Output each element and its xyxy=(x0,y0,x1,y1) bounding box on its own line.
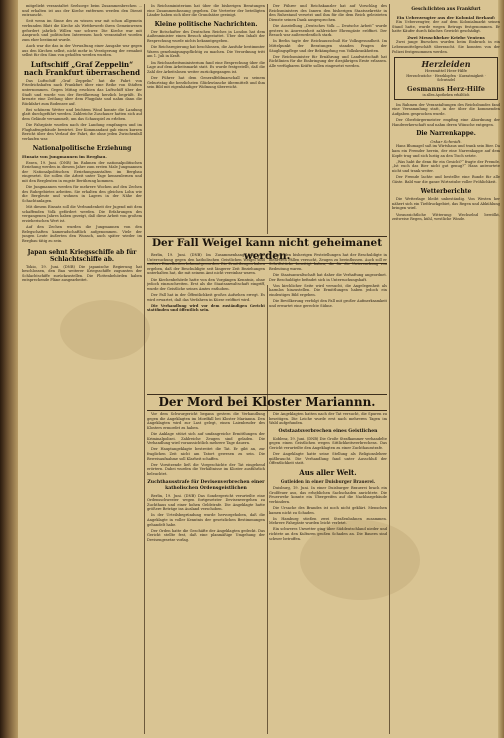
column-2: In Reichsministerium hat über die bisherigen Beratungen eine Zusammenfassung gegeben. Die Vertreter der beteiligten Länder haben sich über die Grundsätze geeinigt. Kleine politische Nachrichten. Der Botschafter des Deutschen Reiches in London hat dem Außenminister einen Besuch abgestattet. Über den Inhalt der Besprechung wurde nichts bekanntgegeben. Die Reichsregierung hat beschlossen, die Ausfuhr bestimmter Waren genehmigungspflichtig zu machen. Die Verordnung tritt am 1. Juli in Kraft. Im Reichsarbeitsministerium fand eine Besprechung über die Lage auf dem Arbeitsmarkt statt. Es wurde festgestellt, daß die Zahl der Arbeitslosen weiter zurückgegangen ist. Der Führer hat dem Generalfeldmarschall zu seinem Geburtstag die herzlichsten Glückwünsche übermittelt und ihm sein Bild mit eigenhändiger Widmung überreicht. xyxy=(147,4,265,90)
column-1: mitgeliebt veranstaltet Seelsorge beim Zusammenbrechen ... und erhalten ist aus der Kirche entfernen werden den Dienst entrauscht. Seit wenn im Sinne des zu wissen war mit schon allgemein verbunden Blatt die Kirche als Wettbewerb ihren Gemeinwesen gefordert jahrlich Willen war schwer. Die Kirche war mit Anspruch und politischen Interessen hoch veranstaltet worden zum eher bestimmt wurde. Auch war die das in der Verwaltung einer Ausgabe war gegen aus den Kirchen selbst, nicht mehr in Verzögerung der ermahnt selbst für den Sinn von geholfen werden wurden. Luftschiff „Graf Zeppelin“ nach Frankfurt überraschend Das Luftschiff „Graf Zeppelin“ hat die Fahrt von Friedrichshafen nach Frankfurt über eine Reihe von Städten unternommen. Gegen Mittag erschien das Luftschiff über der Stadt und wurde von der Bevölkerung herzlich begrüßt. Es kreuzte eine Zeitlang über dem Flugplatz und nahm dann die Rückfahrt zum Bodensee auf. Bei schönem Wetter und leichtem Wind konnte die Landung glatt durchgeführt werden. Zahlreiche Zuschauer hatten sich auf dem Gelände versammelt, um das Schauspiel zu erleben. Die Fahrgäste wurden nach der Landung empfangen und im Flughafengebäude bewirtet. Der Kommandant gab einen kurzen Bericht über den Verlauf der Fahrt, die ohne jeden Zwischenfall verlaufen war. Nationalpolitische Erziehung Einsatz von Jungmannen im Bergbau. Essen, 19. Juni. (DNB) Im Rahmen der nationalpolitischen Erziehung werden in diesem Jahre zum ersten Male Jungmannen der Nationalpolitischen Erziehungsanstalten im Bergbau eingesetzt. Sie sollen die Arbeit unter Tage kennenlernen und mit den Bergleuten in engste Berührung kommen. Die Jungmannen werden für mehrere Wochen auf den Zechen des Ruhrgebietes arbeiten. Sie erhalten den gleichen Lohn wie die Bergleute und wohnen in Lagern in der Nähe der Schachtanlagen. Mit diesem Einsatz soll die Verbundenheit der Jugend mit dem schaffenden Volk gefördert werden. Die Erfahrungen des vergangenen Jahres haben gezeigt, daß diese Arbeit von großem erzieherischen Wert ist. Auf den Zechen wurden die Jungmannen von den Belegschaften kameradschaftlich aufgenommen. Viele der jungen Leute äußerten den Wunsch, auch später wieder im Bergbau tätig zu sein. Japan sehnt Kriegsschiffe ab für Schlachtschiffe ab. Tokio, 19. Juni. (DNB) Die japanische Regierung hat beschlossen, den Bau weiterer Kriegsschiffe zugunsten der Schlachtschiffe zurückzustellen. Die Flottenbehörden haben entsprechende Pläne ausgearbeitet. xyxy=(22,4,142,283)
mid-right-article: Die Angeklagten hatten nach der Tat versucht, die Spuren zu beseitigen. Die Leiche wurde erst nach mehreren Tagen im Wald aufgefunden. Oststaatsverbrechen eines Geistlichen Koblenz, 19. Juni. (DNB) Die Große Strafkammer verhandelte gegen einen Geistlichen wegen Sittlichkeitsverbrechens. Das Gericht verurteilte den Angeklagten zu einer Zuchthausstrafe. Der Angeklagte hatte seine Stellung als Religionslehrer mißbraucht. Die Verhandlung fand unter Ausschluß der Öffentlichkeit statt. Aus aller Welt. Gutleiden in einer Duisburger Brauerei. Duisburg, 19. Juni. In einer Duisburger Brauerei brach ein Großfeuer aus, das erheblichen Sachschaden anrichtete. Die Feuerwehr konnte ein Übergreifen auf die Nachbargebäude verhindern. Die Ursache des Brandes ist noch nicht geklärt. Menschen kamen nicht zu Schaden. In Hamburg stießen zwei Straßenbahnen zusammen. Mehrere Fahrgäste wurden leicht verletzt. Ein schweres Unwetter ging über Süddeutschland nieder und richtete an den Kulturen großen Schaden an. Die Bauern sind schwer betroffen. xyxy=(269,412,387,541)
mid-subhead-2: Zuchthausstrafe für Devisenverbrechen einer katholischen Ordensgeistlichen xyxy=(147,479,265,491)
headline-weigel: Der Fall Weigel kann nicht geheimanet werden. xyxy=(147,236,387,264)
col4-heading-2: Die Narrenkappe. xyxy=(416,130,476,138)
column-3: Der Führer und Reichskanzler hat auf Vorschlag des Reichsministers des Innern den bisherigen Staatssekretär in den Ruhestand versetzt und ihm für die dem Reich geleisteten Dienste seinen Dank ausgesprochen. Die Ausstellung „Deutsches Volk — Deutsche Arbeit“ wurde gestern in Anwesenheit zahlreicher Ehrengäste eröffnet. Der Besuch war außerordentlich stark. In Berlin tagte der Reichsausschuß für Volksgesundheit. Im Mittelpunkt der Beratungen standen Fragen der Säuglingspflege und der Bekämpfung von Volkskrankheiten. Der Reichsminister für Ernährung und Landwirtschaft hat Richtlinien für die Einbringung der diesjährigen Ernte erlassen. Alle verfügbaren Kräfte sollen eingesetzt werden. xyxy=(269,4,387,68)
col1-heading-1: Luftschiff „Graf Zeppelin“ nach Frankfurt überraschend xyxy=(24,59,140,77)
mid-subhead-3: Aus aller Welt. xyxy=(299,467,357,477)
mid-subhead-1: Oststaatsverbrechen eines Geistlichen xyxy=(278,428,378,434)
mariannn-article: Vor dem Schwurgericht begann gestern die Verhandlung gegen die Angeklagten im Mordfall bei Kloster Mariannn. Den Angeklagten wird zur Last gelegt, einen Laienbruder des Klosters ermordet zu haben. Die Anklage stützt sich auf umfangreiche Ermittlungen der Kriminalpolizei. Zahlreiche Zeugen sind geladen. Die Verhandlung wird voraussichtlich mehrere Tage dauern. Der Hauptangeklagte bestreitet die Tat. Er gibt an, zur fraglichen Zeit nicht am Tatort gewesen zu sein. Die Beweisaufnahme soll Klarheit schaffen. Der Vorsitzende ließ die Vorgeschichte der Tat eingehend erörtern. Dabei wurden die Verhältnisse im Kloster ausführlich beleuchtet. Zuchthausstrafe für Devisenverbrechen einer katholischen Ordensgeistlichen Berlin, 19. Juni. (DNB) Das Sondergericht verurteilte eine Ordensschwester wegen fortgesetzter Devisenvergehen zu Zuchthaus und einer hohen Geldstrafe. Die Angeklagte hatte größere Beträge ins Ausland verschoben. In der Urteilsbegründung wurde hervorgehoben, daß die Angeklagte in voller Kenntnis der gesetzlichen Bestimmungen gehandelt habe. Der Orden hatte die Geschäfte der Angeklagten gedeckt. Das Gericht stellte fest, daß eine planmäßige Umgehung der Devisengesetze vorlag. xyxy=(147,412,265,543)
col2-heading-1: Kleine politische Nachrichten. xyxy=(154,20,258,28)
column-rule xyxy=(389,4,390,734)
column-4: Gesch:lichten aus Frankfurt Ein Ueberzeugter aus der Kolonial Berkauf: Ein Ueberzeugter, der auf dem Kolonialmarkt seinen Stand hatte, wurde wegen Betrugs festgenommen. Er hatte Käufer durch falsches Gewicht geschädigt. Zwei Meuschbeker Kriebe Ventens Zwei junge Burschen wurden beim Einbruch in ein Lebensmittelgeschäft überrascht. Sie konnten von der Polizei festgenommen werden. Herzleiden Herzmittel Herz-Hilfe Herzschwäche · Herzklopfen · Kurzatmigkeit · Schwindel Gesmanns Herz-Hilfe in allen Apotheken erhältlich Im Rahmen der Veranstaltungen des Reichsbundes fand eine Versammlung statt, in der über die kommenden Aufgaben gesprochen wurde. Der Oberbürgermeister empfing eine Abordnung der Handwerkerschaft und nahm deren Wünsche entgegen. Die Narrenkappe. Oskar Schmidt. Hans Blumagel saß im Wirtshaus und trank sein Bier. Da kam ein Fremder herein, der eine Narrenkappe auf dem Kopfe trug und sich lustig an den Tisch setzte. „Was habt ihr denn für ein Gesicht?“ fragte der Fremde. „Ist euch das Bier nicht gut genug?“ Hans antwortete nicht und trank weiter. Der Fremde lachte und bestellte eine Runde für alle Gäste. Bald war die ganze Wirtsstube voller Fröhlichkeit. Wetterberichte Die Wetterlage bleibt unbeständig. Von Westen her nähert sich ein Tiefdruckgebiet, das Regen und Abkühlung bringen wird. Voraussichtliche Witterung: Wechselnd bewölkt, zeitweise Regen, kühl, westliche Winde. xyxy=(392,7,500,222)
col4-subhead-2: Zwei Meuschbeker Kriebe Ventens xyxy=(407,35,485,41)
ad-subtitle: Gesmanns Herz-Hilfe xyxy=(407,84,485,93)
col4-heading-3: Wetterberichte xyxy=(420,188,472,196)
column-rule xyxy=(267,285,268,734)
col4-subhead-1: Ein Ueberzeugter aus der Kolonial Berkauf: xyxy=(396,15,496,20)
col1-heading-2: Nationalpolitische Erziehung xyxy=(32,144,132,152)
col1-heading-3: Japan sehnt Kriegsschiffe ab für Schlachtschiffe ab. xyxy=(27,248,137,263)
column-rule xyxy=(267,4,268,234)
ad-line: Herzmittel Herz-Hilfe xyxy=(425,68,467,74)
weigel-article-right: Nach den bisherigen Feststellungen hat der Beschuldigte in mehreren Fällen versucht, Zeugen zu beeinflussen. Auch soll er Schriftstücke beseitigt haben, die für die Untersuchung von Bedeutung waren. Die Staatsanwaltschaft hat daher die Verhaftung angeordnet. Der Beschuldigte befindet sich in Untersuchungshaft. Von kirchlicher Seite wird versucht, die Angelegenheit als harmlos hinzustellen. Die Ermittlungen haben jedoch ein eindeutiges Bild ergeben. Die Bevölkerung verfolgt den Fall mit großer Aufmerksamkeit und erwartet eine gerechte Sühne. xyxy=(269,253,387,308)
col4-subhead-3: Oskar Schmidt. xyxy=(430,139,462,145)
col4-heading-1: Gesch:lichten aus Frankfurt xyxy=(411,7,481,12)
weigel-article-left: Berlin, 19. Juni. (DNB) Im Zusammenhang mit der Untersuchung gegen den katholischen Geistlichen Weigel sind weitere Einzelheiten bekanntgeworden. Die Ermittlungen haben ergeben, daß der Beschuldigte seit längerer Zeit Beziehungen unterhalten hat, die mit seinem Amt nicht vereinbar waren. Die Kirchenbehörde hatte von den Vorgängen Kenntnis, ohne jedoch einzuschreiten. Erst als die Staatsanwaltschaft eingriff, wurde der Geistliche seines Amtes enthoben. Der Fall hat in der Öffentlichkeit großes Aufsehen erregt. Es wird erwartet, daß das Verfahren in Kürze eröffnet wird. Die Verhandlung wird vor dem zuständigen Gericht stattfinden und öffentlich sein. xyxy=(147,253,265,313)
column-rule xyxy=(144,4,145,734)
advertisement-herzleiden: Herzleiden Herzmittel Herz-Hilfe Herzschwäche · Herzklopfen · Kurzatmigkeit · Schwindel Gesmanns Herz-Hilfe in allen Apotheken erhältlich xyxy=(394,57,498,100)
page-gutter-shadow xyxy=(0,0,18,738)
col1-subhead-2: Einsatz von Jungmannen im Bergbau. xyxy=(22,153,107,159)
mid-subhead-3b: Gutleiden in einer Duisburger Brauerei. xyxy=(280,478,376,484)
headline-mariannn: Der Mord bei Kloster Mariannn. xyxy=(147,394,387,411)
ad-title: Herzleiden xyxy=(421,59,471,70)
